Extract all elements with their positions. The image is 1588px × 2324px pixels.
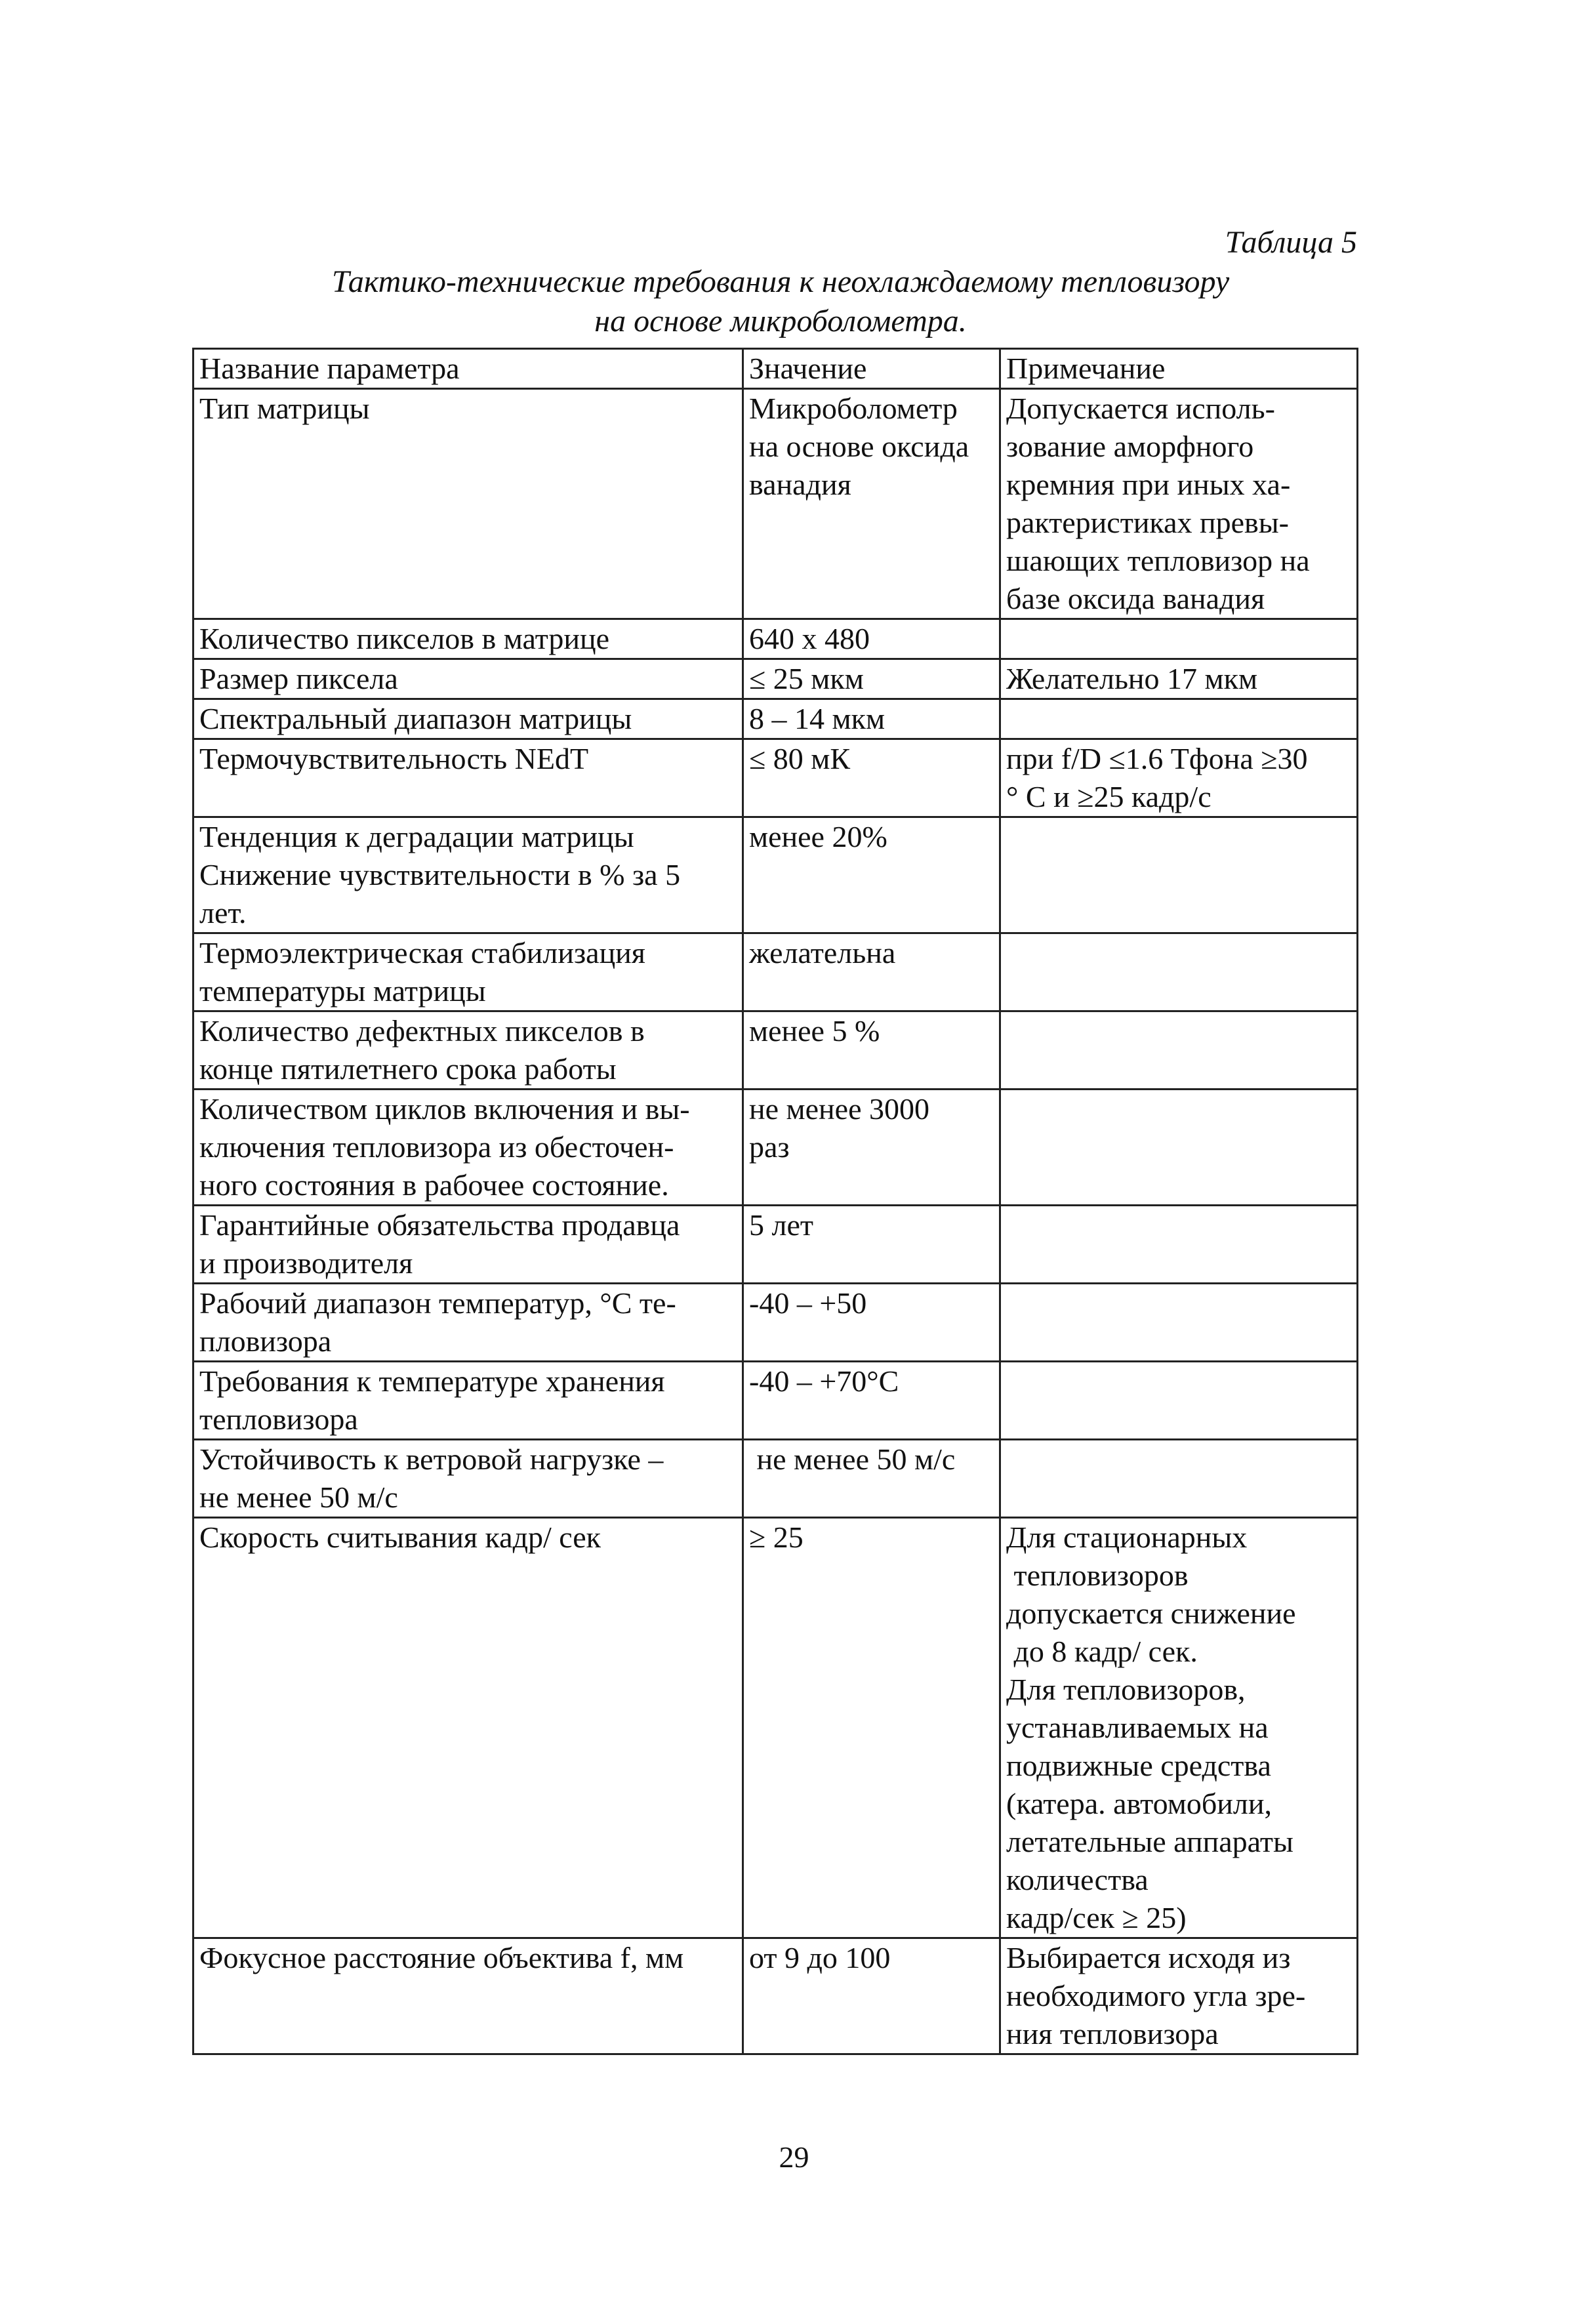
cell-line: Устойчивость к ветровой нагрузке – — [199, 1442, 664, 1476]
cell-value — [743, 933, 1000, 1011]
cell-line: ° С и ≥25 кадр/с — [1006, 780, 1211, 813]
cell-value — [743, 1362, 1000, 1440]
cell-param — [193, 933, 743, 1011]
cell-line: Скорость считывания кадр/ сек — [199, 1520, 601, 1554]
cell-value — [743, 1440, 1000, 1518]
cell-line: Для тепловизоров, — [1006, 1673, 1246, 1706]
cell-line: количества — [1006, 1863, 1149, 1896]
cell-line: Для стационарных — [1006, 1520, 1248, 1554]
cell-line: ключения тепловизора из обесточен- — [199, 1130, 674, 1164]
cell-value — [743, 1011, 1000, 1090]
cell-param — [193, 1938, 743, 2054]
cell-line: на основе оксида — [749, 430, 969, 463]
cell-param — [193, 1362, 743, 1440]
cell-value — [743, 1938, 1000, 2054]
cell-param — [193, 817, 743, 933]
cell-line: ванадия — [749, 468, 851, 501]
cell-param — [193, 1011, 743, 1090]
cell-note — [1000, 659, 1358, 699]
cell-line: кадр/сек ≥ 25) — [1006, 1901, 1187, 1934]
table-row — [193, 933, 1358, 1011]
cell-line: желательна — [749, 936, 896, 969]
cell-line: 8 – 14 мкм — [749, 702, 886, 735]
cell-line: конце пятилетнего срока работы — [199, 1052, 617, 1086]
cell-line: -40 – +70°С — [749, 1364, 899, 1398]
cell-line: устанавливаемых на — [1006, 1711, 1269, 1744]
table-row — [193, 1362, 1358, 1440]
cell-line: не менее 50 м/с — [749, 1442, 956, 1476]
cell-value — [743, 1518, 1000, 1938]
cell-param — [193, 659, 743, 699]
cell-param — [193, 699, 743, 739]
cell-line: тепловизоров — [1006, 1559, 1189, 1592]
cell-line: Микроболометр — [749, 392, 958, 425]
cell-line: -40 – +50 — [749, 1286, 867, 1320]
cell-note — [1000, 1011, 1358, 1090]
cell-value — [743, 699, 1000, 739]
table-row — [193, 1011, 1358, 1090]
table-row — [193, 1938, 1358, 2054]
cell-line: от 9 до 100 — [749, 1941, 891, 1974]
cell-param — [193, 739, 743, 817]
cell-line: раз — [749, 1130, 790, 1164]
table-row — [193, 1090, 1358, 1206]
cell-line: Фокусное расстояние объектива f, мм — [199, 1941, 684, 1974]
table-body — [193, 389, 1358, 2054]
cell-line: ния тепловизора — [1006, 2017, 1219, 2050]
header-note: Примечание — [1000, 349, 1358, 389]
cell-line: подвижные средства — [1006, 1749, 1271, 1782]
cell-line: Требования к температуре хранения — [199, 1364, 665, 1398]
cell-line: Желательно 17 мкм — [1006, 662, 1258, 695]
table-row — [193, 1518, 1358, 1938]
cell-line: Тенденция к деградации матрицы — [199, 820, 634, 853]
table-row — [193, 389, 1358, 619]
cell-line: не менее 3000 — [749, 1092, 930, 1126]
cell-param — [193, 1440, 743, 1518]
table-row — [193, 659, 1358, 699]
cell-note — [1000, 1090, 1358, 1206]
cell-line: менее 20% — [749, 820, 887, 853]
cell-line: пловизора — [199, 1324, 332, 1358]
cell-line: лет. — [199, 896, 247, 929]
cell-note — [1000, 1518, 1358, 1938]
cell-line: ного состояния в рабочее состояние. — [199, 1168, 669, 1202]
cell-value — [743, 1206, 1000, 1284]
cell-line: 640 x 480 — [749, 622, 870, 655]
cell-param — [193, 389, 743, 619]
table-row — [193, 1284, 1358, 1362]
cell-param — [193, 1090, 743, 1206]
table-row — [193, 817, 1358, 933]
table-row — [193, 739, 1358, 817]
cell-line: летательные аппараты — [1006, 1825, 1293, 1858]
cell-line: Размер пиксела — [199, 662, 398, 695]
cell-line: Термочувствительность NEdT — [199, 742, 589, 775]
cell-line: Количество пикселов в матрице — [199, 622, 610, 655]
cell-line: тепловизора — [199, 1402, 358, 1436]
cell-line: ≥ 25 — [749, 1520, 804, 1554]
header-value: Значение — [743, 349, 1000, 389]
cell-line: Допускается исполь- — [1006, 392, 1275, 425]
cell-line: (катера. автомобили, — [1006, 1787, 1272, 1820]
cell-param — [193, 1206, 743, 1284]
cell-line: Спектральный диапазон матрицы — [199, 702, 632, 735]
cell-value — [743, 1090, 1000, 1206]
cell-value — [743, 659, 1000, 699]
requirements-table — [192, 348, 1358, 2055]
cell-line: 5 лет — [749, 1208, 813, 1242]
table-header-row — [193, 349, 1358, 389]
table-title-line: на основе микроболометра. — [594, 304, 967, 338]
cell-line: и производителя — [199, 1246, 413, 1280]
cell-note — [1000, 933, 1358, 1011]
table-label: Таблица 5 — [1225, 225, 1357, 260]
cell-line: кремния при иных ха- — [1006, 468, 1291, 501]
cell-line: Выбирается исходя из — [1006, 1941, 1291, 1974]
table-row — [193, 1206, 1358, 1284]
cell-note — [1000, 389, 1358, 619]
cell-line: температуры матрицы — [199, 974, 486, 1008]
cell-line: зование аморфного — [1006, 430, 1254, 463]
cell-line: до 8 кадр/ сек. — [1006, 1635, 1198, 1668]
table-title-line: Тактико-технические требования к неохлаждаемому тепловизору — [331, 264, 1230, 299]
cell-param — [193, 619, 743, 659]
cell-line: при f/D ≤1.6 Тфона ≥30 — [1006, 742, 1308, 775]
cell-line: необходимого угла зре- — [1006, 1979, 1306, 2012]
cell-note — [1000, 1938, 1358, 2054]
cell-note — [1000, 1284, 1358, 1362]
cell-note — [1000, 619, 1358, 659]
cell-note — [1000, 739, 1358, 817]
cell-line: базе оксида ванадия — [1006, 582, 1265, 615]
cell-line: Тип матрицы — [199, 392, 370, 425]
cell-line: шающих тепловизор на — [1006, 544, 1310, 577]
cell-line: Рабочий диапазон температур, °С те- — [199, 1286, 676, 1320]
header-param: Название параметра — [193, 349, 743, 389]
cell-line: Количеством циклов включения и вы- — [199, 1092, 690, 1126]
cell-line: менее 5 % — [749, 1014, 880, 1048]
cell-line: Гарантийные обязательства продавца — [199, 1208, 680, 1242]
cell-note — [1000, 817, 1358, 933]
cell-param — [193, 1284, 743, 1362]
cell-value — [743, 619, 1000, 659]
cell-param — [193, 1518, 743, 1938]
cell-line: допускается снижение — [1006, 1597, 1296, 1630]
cell-line: Снижение чувствительности в % за 5 — [199, 858, 681, 891]
cell-line: рактеристиках превы- — [1006, 506, 1289, 539]
cell-line: ≤ 80 мК — [749, 742, 851, 775]
cell-line: Термоэлектрическая стабилизация — [199, 936, 645, 969]
cell-value — [743, 1284, 1000, 1362]
table-row — [193, 699, 1358, 739]
table-row — [193, 1440, 1358, 1518]
cell-note — [1000, 1362, 1358, 1440]
table-row — [193, 619, 1358, 659]
cell-value — [743, 739, 1000, 817]
cell-line: Количество дефектных пикселов в — [199, 1014, 645, 1048]
table-title — [190, 262, 1371, 341]
cell-note — [1000, 1206, 1358, 1284]
cell-value — [743, 817, 1000, 933]
cell-line: не менее 50 м/с — [199, 1480, 398, 1514]
cell-value — [743, 389, 1000, 619]
cell-line: ≤ 25 мкм — [749, 662, 864, 695]
cell-note — [1000, 699, 1358, 739]
cell-note — [1000, 1440, 1358, 1518]
page-number: 29 — [779, 2140, 809, 2174]
